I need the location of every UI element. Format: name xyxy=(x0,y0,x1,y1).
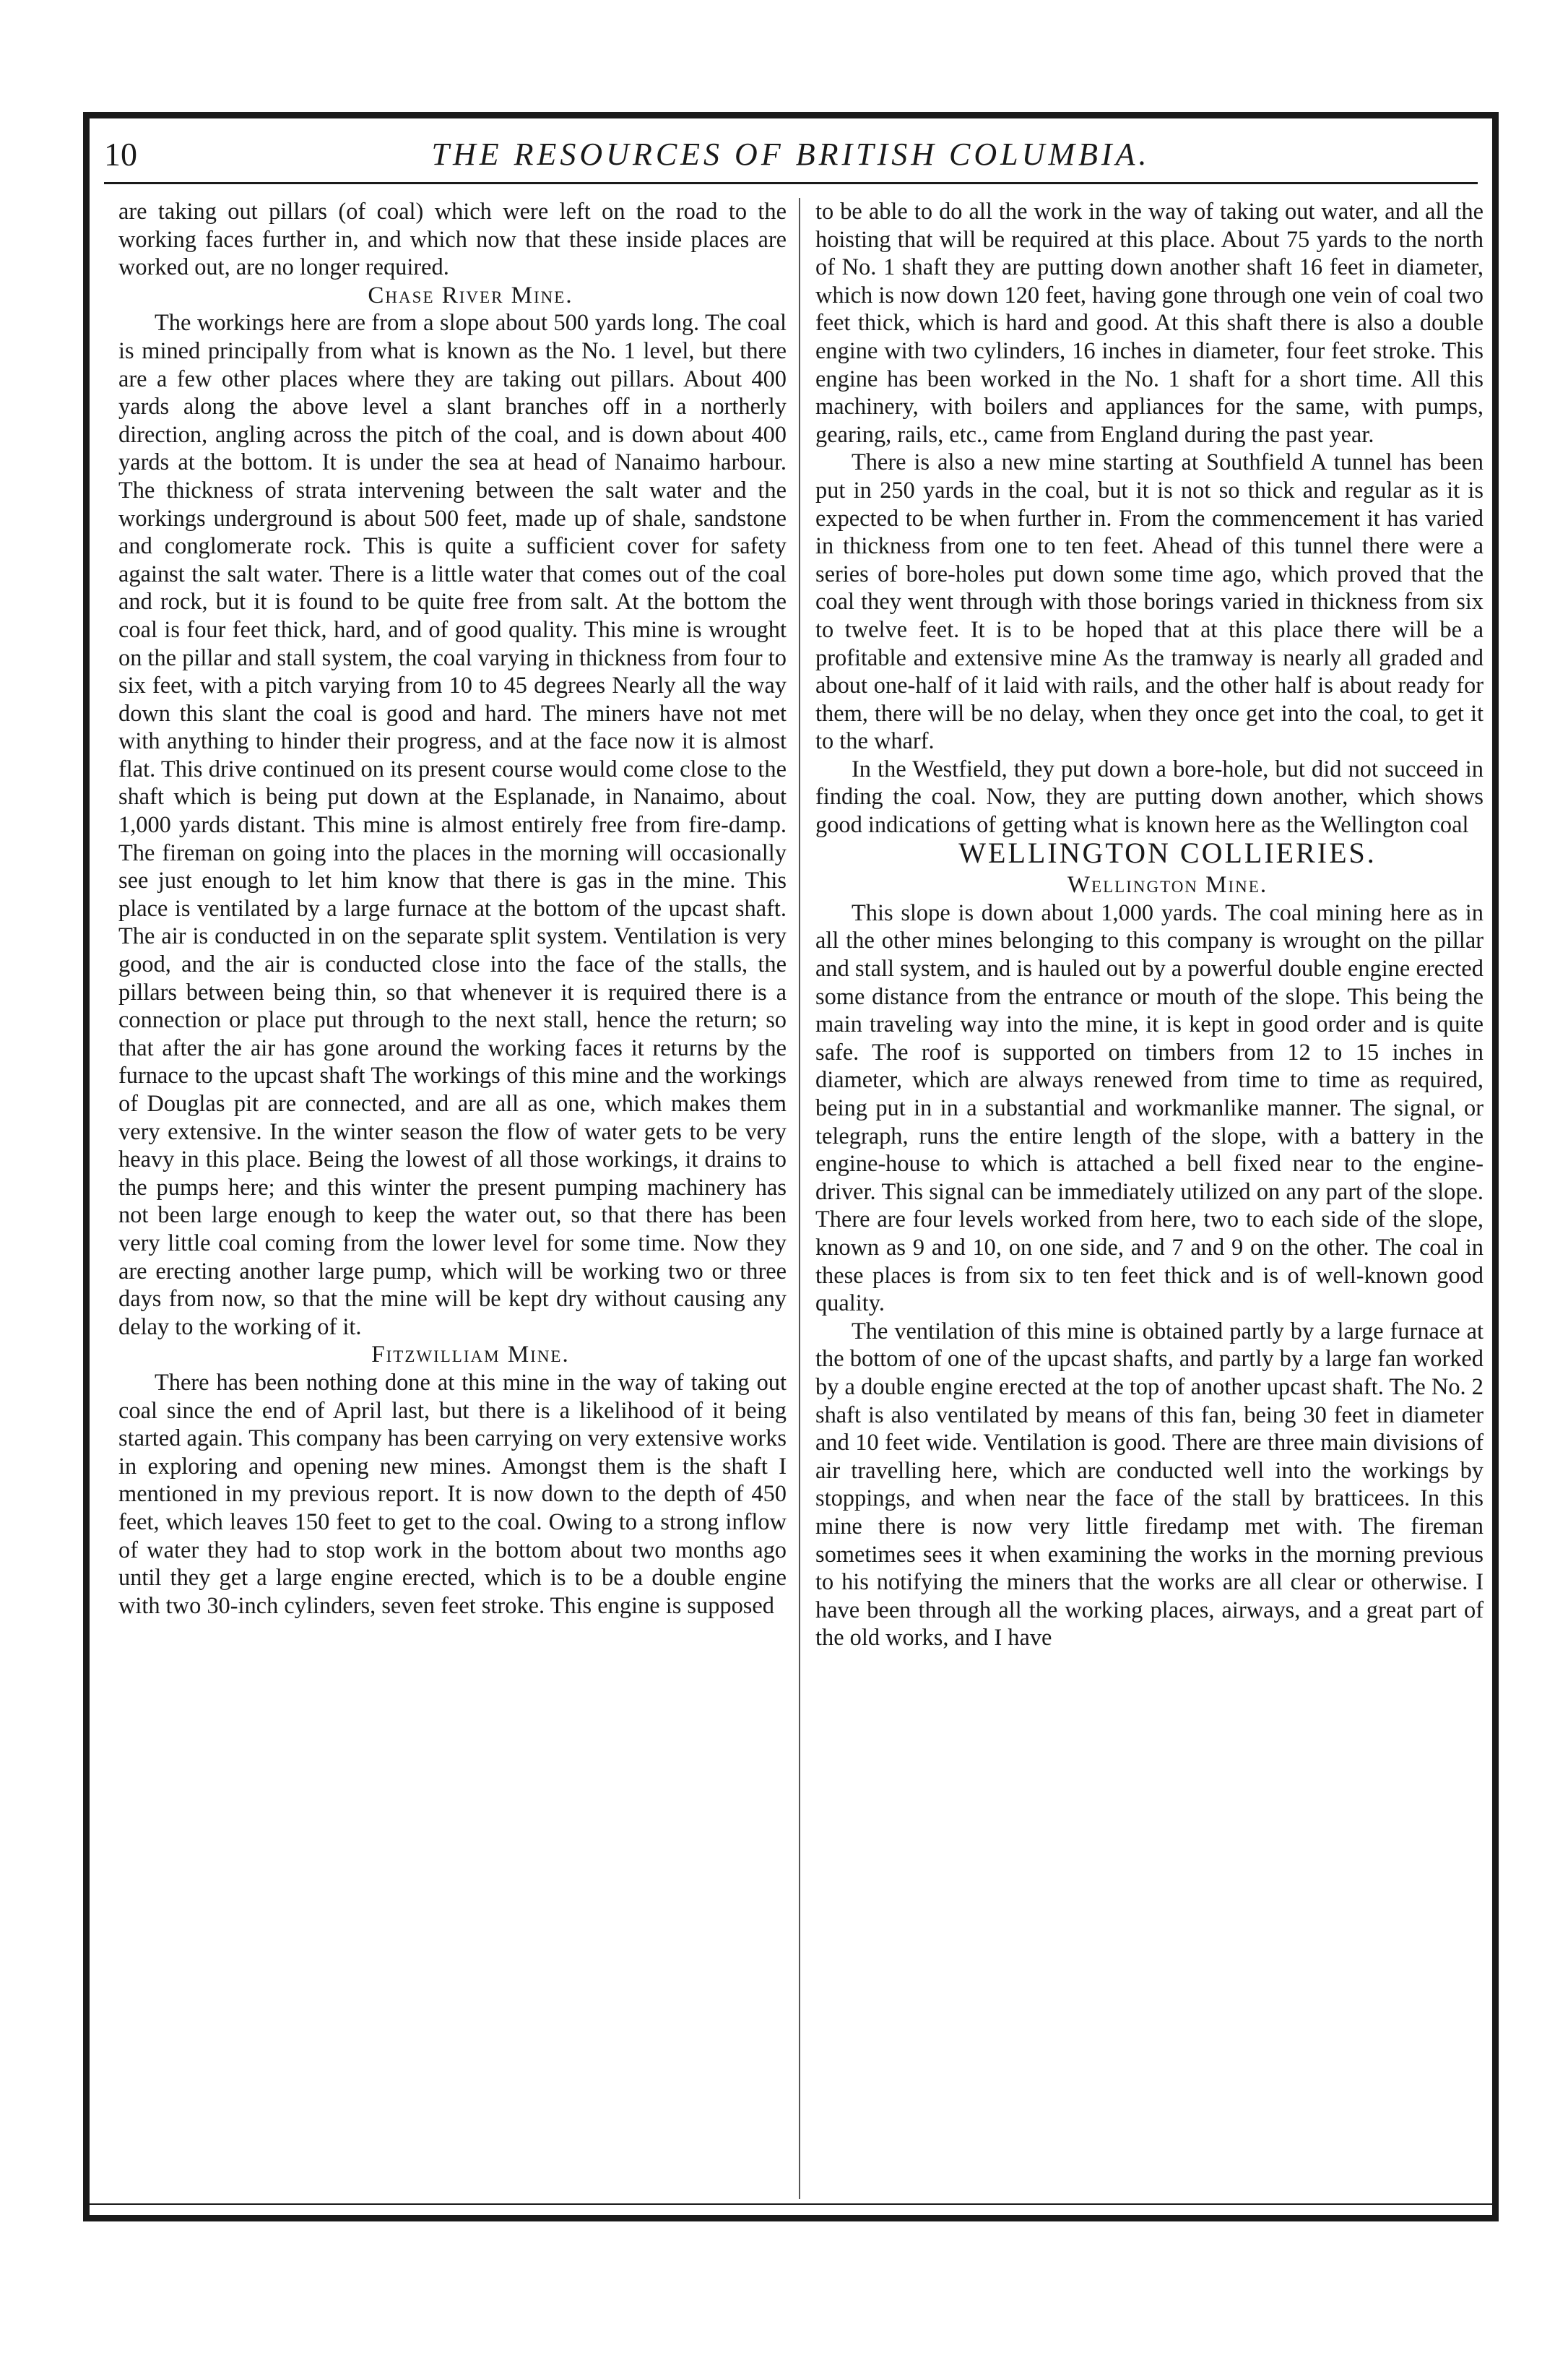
continued-paragraph-right: to be able to do all the work in the way of taking out water, and all the hoisting that will be required at this place. About 75 yards to the north of No. 1 shaft they are putting down another shaft 16 feet in diameter, which is now down 120 feet, having gone through one vein of coal two feet thick, which is hard and good. At this shaft there is also a double engine with two cylinders, 16 inches in diameter, four feet stroke. This engine has been worked in the No. 1 shaft for a short time. All this machinery, with boilers and appliances for the same, with pumps, gearing, rails, etc., came from England during the past year. xyxy=(815,199,1483,448)
wellington-mine-heading: Wellington Mine. xyxy=(1067,872,1268,899)
westfield-paragraph: In the Westfield, they put down a bore-hole, but did not succeed in finding the coal. Now, they are putting down another, which shows good indications of getting what is known here as the Wellington coal xyxy=(815,756,1483,839)
left-column xyxy=(118,198,787,1620)
continued-paragraph: are taking out pillars (of coal) which were left on the road to the working faces further in, and which now that these inside places are worked out, are no longer required. xyxy=(118,199,787,281)
fitzwilliam-heading: Fitzwilliam Mine. xyxy=(371,1342,570,1368)
wellington-paragraph-1: This slope is down about 1,000 yards. The coal mining here as in all the other mines belonging to this company is wrought on the pillar and stall system, and is hauled out by a powerful double engine erected some distance from the entrance or mouth of the slope. This being the main traveling way into the mine, it is kept in good order and is quite safe. The roof is supported on timbers from 12 to 15 inches in diameter, which are always renewed from time to time as required, being put in in a substantial and workmanlike manner. The signal, or telegraph, runs the entire length of the slope, with a battery in the engine-house to which is attached a bell fixed near to the engine-driver. This signal can be immediately utilized on any part of the slope. There are four levels worked from here, two to each side of the slope, known as 9 and 10, on one side, and 7 and 9 on the other. The coal in these places is from six to ten feet thick and is of well-known good quality. xyxy=(815,899,1483,1317)
southfield-paragraph: There is also a new mine starting at Southfield A tunnel has been put in 250 yards in the coal, but it is not so thick and regular as it is expected to be when further in. From the commencement it has varied in thickness from one to ten feet. Ahead of this tunnel there were a series of bore-holes put down some time ago, which proved that the coal they went through with those borings varied in thickness from six to twelve feet. It is to be hoped that at this place there will be a profitable and extensive mine As the tramway is nearly all graded and about one-half of it laid with rails, and the other half is about ready for them, there will be no delay, when they once get into the coal, to get it to the wharf. xyxy=(815,449,1483,755)
wellington-collieries-heading: WELLINGTON COLLIERIES. xyxy=(958,836,1377,869)
right-column xyxy=(815,198,1483,1652)
page-number: 10 xyxy=(104,136,137,173)
page-header xyxy=(104,131,1478,184)
fitzwilliam-paragraph: There has been nothing done at this mine in the way of taking out coal since the end of April last, but there is a likelihood of it being started again. This company has been carrying on very extensive works in exploring and opening new mines. Amongst them is the shaft I mentioned in my previous report. It is now down to the depth of 450 feet, which leaves 150 feet to get to the coal. Owing to a strong inflow of water they had to stop work in the bottom about two months ago until they get a large engine erected, which is to be a double engine with two 30-inch cylinders, seven feet stroke. This engine is supposed xyxy=(118,1369,787,1619)
column-divider xyxy=(799,198,800,2199)
running-title: THE RESOURCES OF BRITISH COLUMBIA. xyxy=(431,137,1151,172)
page-frame xyxy=(83,112,1499,2221)
wellington-paragraph-2: The ventilation of this mine is obtained partly by a large furnace at the bottom of one of the upcast shafts, and partly by a large fan worked by a double engine erected at the top of another upcast shaft. The No. 2 shaft is also ventilated by means of this fan, being 30 feet in diameter and 10 feet wide. Ventilation is good. There are three main divisions of air travelling here, which are conducted well into the workings by stoppings, and when near the face of the stall by bratticees. In this mine there is now very little firedamp met with. The fireman sometimes sees it when examining the works in the morning previous to his notifying the miners that the works are all clear or otherwise. I have been through all the working places, airways, and a great part of the old works, and I have xyxy=(815,1318,1483,1651)
chase-river-paragraph: The workings here are from a slope about 500 yards long. The coal is mined principally from what is known as the No. 1 level, but there are a few other places where they are taking out pillars. About 400 yards along the above level a slant branches off in a northerly direction, angling across the pitch of the coal, and is down about 400 yards at the bottom. It is under the sea at head of Nanaimo harbour. The thickness of strata intervening between the salt water and the workings underground is about 500 feet, made up of shale, sandstone and conglomerate rock. This is quite a sufficient cover for safety against the salt water. There is a little water that comes out of the coal and rock, but it is found to be quite free from salt. At the bottom the coal is four feet thick, hard, and of good quality. This mine is wrought on the pillar and stall system, the coal varying in thickness from four to six feet, with a pitch varying from 10 to 45 degrees Nearly all the way down this slant the coal is good and hard. The miners have not met with anything to hinder their progress, and at the face now it is almost flat. This drive continued on its present course would come close to the shaft which is being put down at the Esplanade, in Nanaimo, about 1,000 yards distant. This mine is almost entirely free from fire-damp. The fireman on going into the places in the morning will occasionally see just enough to let him know that there is gas in the mine. This place is ventilated by a large furnace at the bottom of the upcast shaft. The air is conducted in on the separate split system. Ventilation is very good, and the air is conducted close into the face of the stalls, the pillars between being thin, so that whenever it is required there is a connection or place put through to the next stall, hence the return; so that after the air has gone around the working faces it returns by the furnace to the upcast shaft The workings of this mine and the workings of Douglas pit are connected, and are all as one, which makes them very extensive. In the winter season the flow of water gets to be very heavy in this place. Being the lowest of all those workings, it drains to the pumps here; and this winter the present pumping machinery has not been large enough to keep the water out, so that there has been very little coal coming from the lower level for some time. Now they are erecting another large pump, which will be working two or three days from now, so that the mine will be kept dry without causing any delay to the working of it. xyxy=(118,310,787,1340)
chase-river-heading: Chase River Mine. xyxy=(368,282,573,308)
